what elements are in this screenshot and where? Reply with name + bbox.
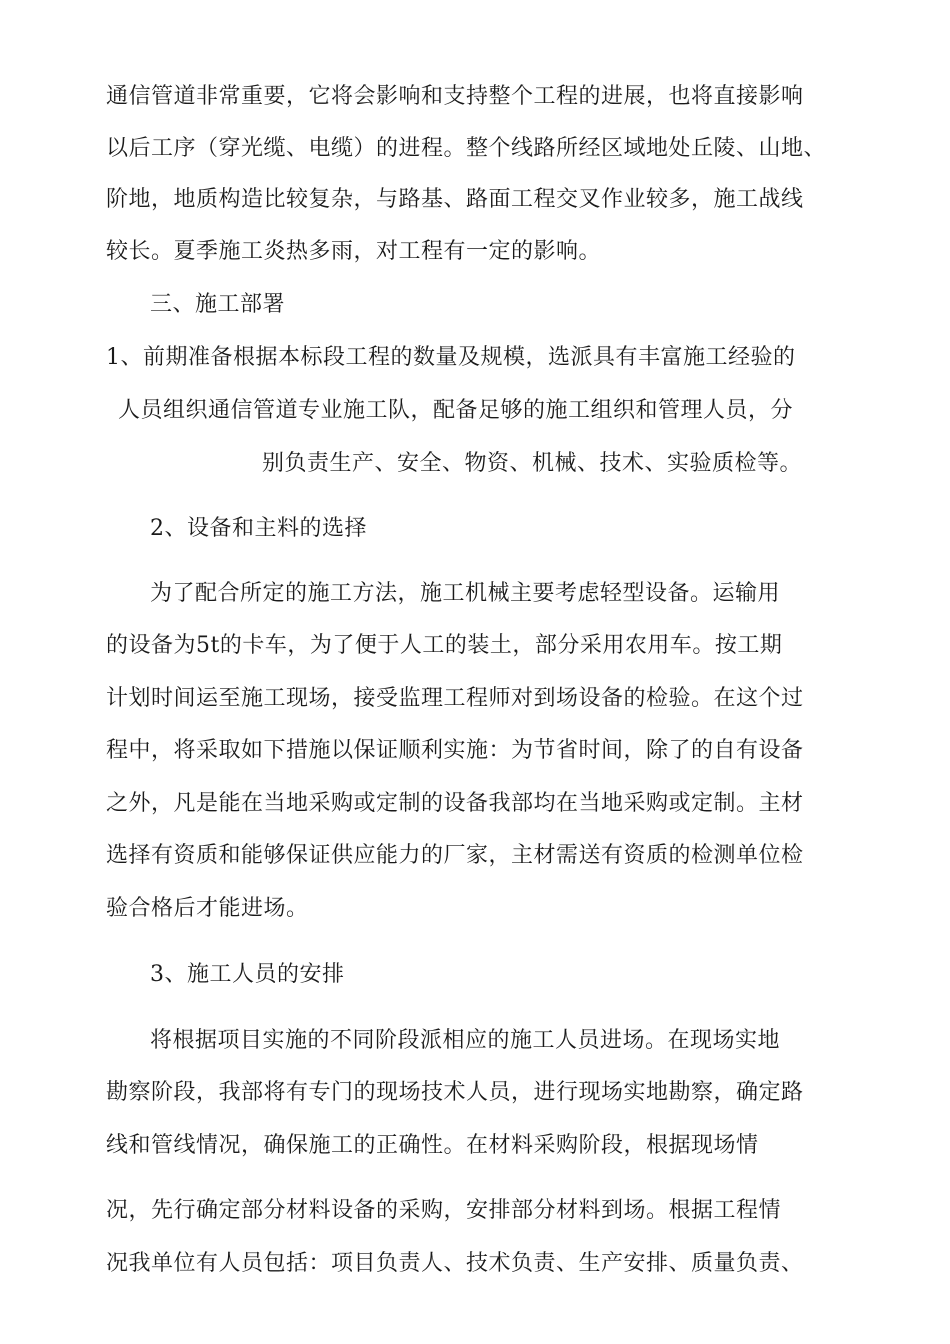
text-line-7: 人员组织通信管道专业施工队，配备足够的施工组织和管理人员，分 <box>118 398 794 423</box>
text-line-10: 为了配合所定的施工方法，施工机械主要考虑轻型设备。运输用 <box>150 581 781 606</box>
text-line-11: 的设备为5t的卡车，为了便于人工的装土，部分采用农用车。按工期 <box>106 633 783 658</box>
text-line-22: 况我单位有人员包括：项目负责人、技术负责、生产安排、质量负责、 <box>106 1251 804 1276</box>
text-line-14: 之外，凡是能在当地采购或定制的设备我部均在当地采购或定制。主材 <box>106 791 804 816</box>
section-heading: 三、施工部署 <box>150 292 286 317</box>
text-line-12: 计划时间运至施工现场，接受监理工程师对到场设备的检验。在这个过 <box>106 686 804 711</box>
subheading-3: 3、施工人员的安排 <box>150 962 345 987</box>
text-line-20: 线和管线情况，确保施工的正确性。在材料采购阶段，根据现场情 <box>106 1133 759 1158</box>
text-line-19: 勘察阶段，我部将有专门的现场技术人员，进行现场实地勘察，确定路 <box>106 1080 804 1105</box>
text-line-3: 阶地，地质构造比较复杂，与路基、路面工程交叉作业较多，施工战线 <box>106 187 804 212</box>
text-line-13: 程中，将采取如下措施以保证顺利实施：为节省时间，除了的自有设备 <box>106 738 804 763</box>
text-line-4: 较长。夏季施工炎热多雨，对工程有一定的影响。 <box>106 239 602 264</box>
text-line-18: 将根据项目实施的不同阶段派相应的施工人员进场。在现场实地 <box>150 1028 781 1053</box>
text-line-2: 以后工序（穿光缆、电缆）的进程。整个线路所经区域地处丘陵、山地、 <box>106 136 827 161</box>
text-line-16: 验合格后才能进场。 <box>106 896 309 921</box>
text-line-6: 1、前期准备根据本标段工程的数量及规模，选派具有丰富施工经验的 <box>106 345 796 370</box>
text-line-15: 选择有资质和能够保证供应能力的厂家，主材需送有资质的检测单位检 <box>106 843 804 868</box>
subheading-2: 2、设备和主料的选择 <box>150 516 367 541</box>
text-line-21: 况，先行确定部分材料设备的采购，安排部分材料到场。根据工程情 <box>106 1198 782 1223</box>
text-line-1: 通信管道非常重要，它将会影响和支持整个工程的进展，也将直接影响 <box>106 84 804 109</box>
text-line-8: 别负责生产、安全、物资、机械、技术、实验质检等。 <box>262 451 803 476</box>
